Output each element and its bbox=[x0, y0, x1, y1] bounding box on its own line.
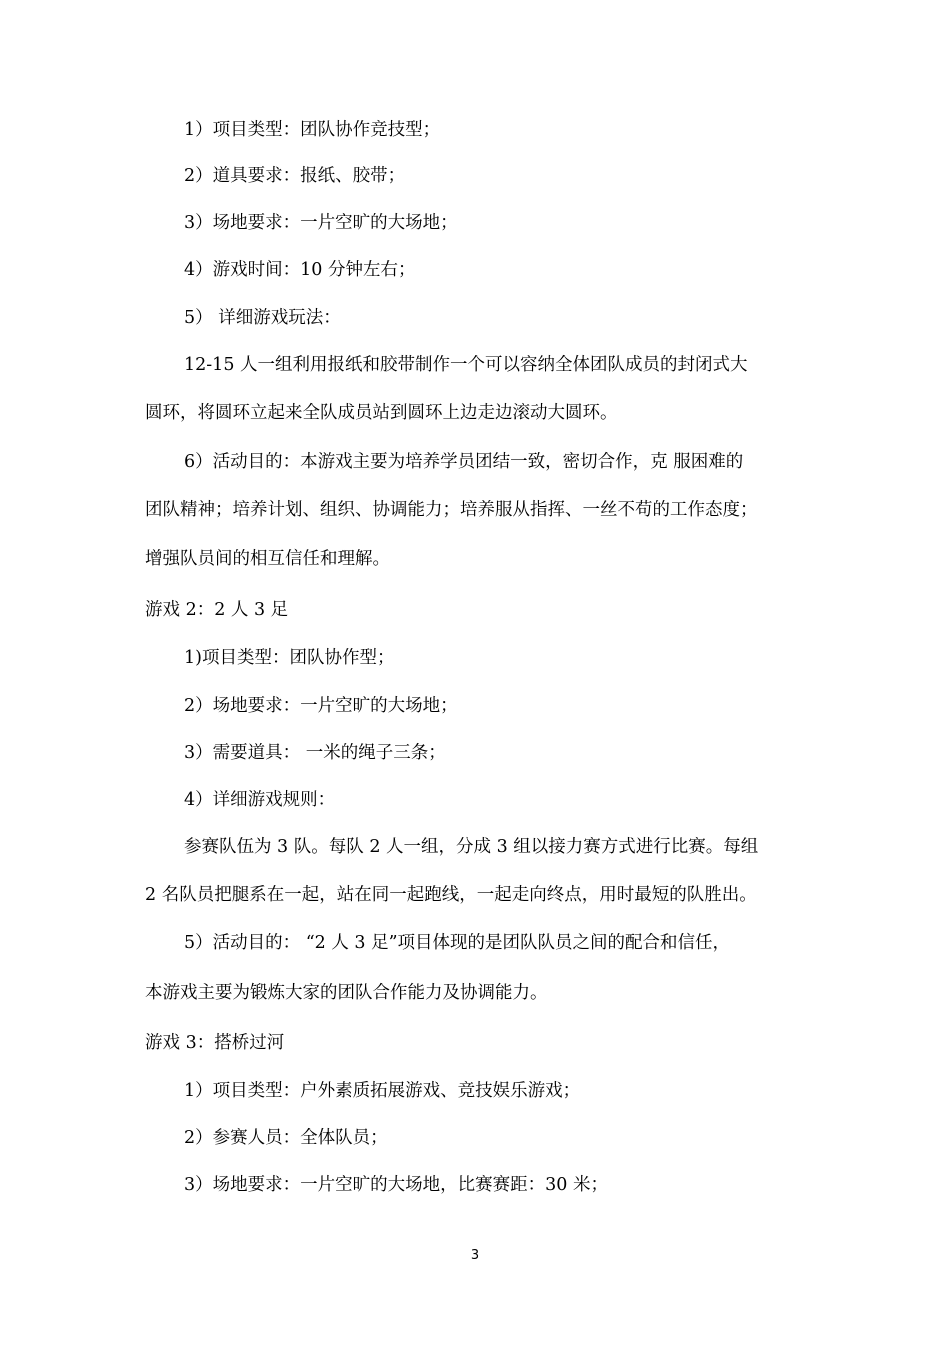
s2-item-type: 1)项目类型：团队协作型； bbox=[184, 648, 395, 668]
s1-rules-line: 圆环，将圆环立起来全队成员站到圆环上边走边滚动大圆环。 bbox=[145, 403, 618, 423]
page-number: 3 bbox=[470, 1248, 480, 1263]
s2-item-props: 3）需要道具： 一米的绳子三条； bbox=[184, 743, 446, 763]
s3-item-participants: 2）参赛人员：全体队员； bbox=[184, 1128, 388, 1148]
s2-item-venue: 2）场地要求：一片空旷的大场地； bbox=[184, 696, 458, 716]
s2-rules-line: 2 名队员把腿系在一起，站在同一起跑线，一起走向终点，用时最短的队胜出。 bbox=[145, 885, 757, 905]
s2-purpose-line: 本游戏主要为锻炼大家的团队合作能力及协调能力。 bbox=[145, 983, 548, 1003]
s3-item-type: 1）项目类型：户外素质拓展游戏、竞技娱乐游戏； bbox=[184, 1081, 581, 1101]
s1-purpose-line: 团队精神；培养计划、组织、协调能力；培养服从指挥、一丝不苟的工作态度； bbox=[145, 500, 758, 520]
s1-purpose-line: 增强队员间的相互信任和理解。 bbox=[145, 549, 390, 569]
s2-item-rules: 4）详细游戏规则： bbox=[184, 790, 336, 810]
s1-item-props: 2）道具要求：报纸、胶带； bbox=[184, 166, 406, 186]
s3-item-venue: 3）场地要求：一片空旷的大场地，比赛赛距：30 米； bbox=[184, 1175, 608, 1195]
s2-rules-line: 参赛队伍为 3 队。每队 2 人一组，分成 3 组以接力赛方式进行比赛。每组 bbox=[184, 837, 759, 857]
s1-item-time: 4）游戏时间：10 分钟左右； bbox=[184, 260, 416, 280]
s2-purpose-line: 5）活动目的： “2 人 3 足”项目体现的是团队队员之间的配合和信任， bbox=[184, 933, 731, 953]
s1-rules-line: 12-15 人一组利用报纸和胶带制作一个可以容纳全体团队成员的封闭式大 bbox=[184, 355, 748, 375]
game2-title: 游戏 2：2 人 3 足 bbox=[145, 600, 289, 620]
s1-purpose-line: 6）活动目的：本游戏主要为培养学员团结一致，密切合作，克 服困难的 bbox=[184, 452, 744, 472]
s1-item-howto: 5） 详细游戏玩法： bbox=[184, 308, 341, 328]
game3-title: 游戏 3：搭桥过河 bbox=[145, 1033, 285, 1053]
s1-item-type: 1）项目类型：团队协作竞技型； bbox=[184, 120, 441, 140]
s1-item-venue: 3）场地要求：一片空旷的大场地； bbox=[184, 213, 458, 233]
